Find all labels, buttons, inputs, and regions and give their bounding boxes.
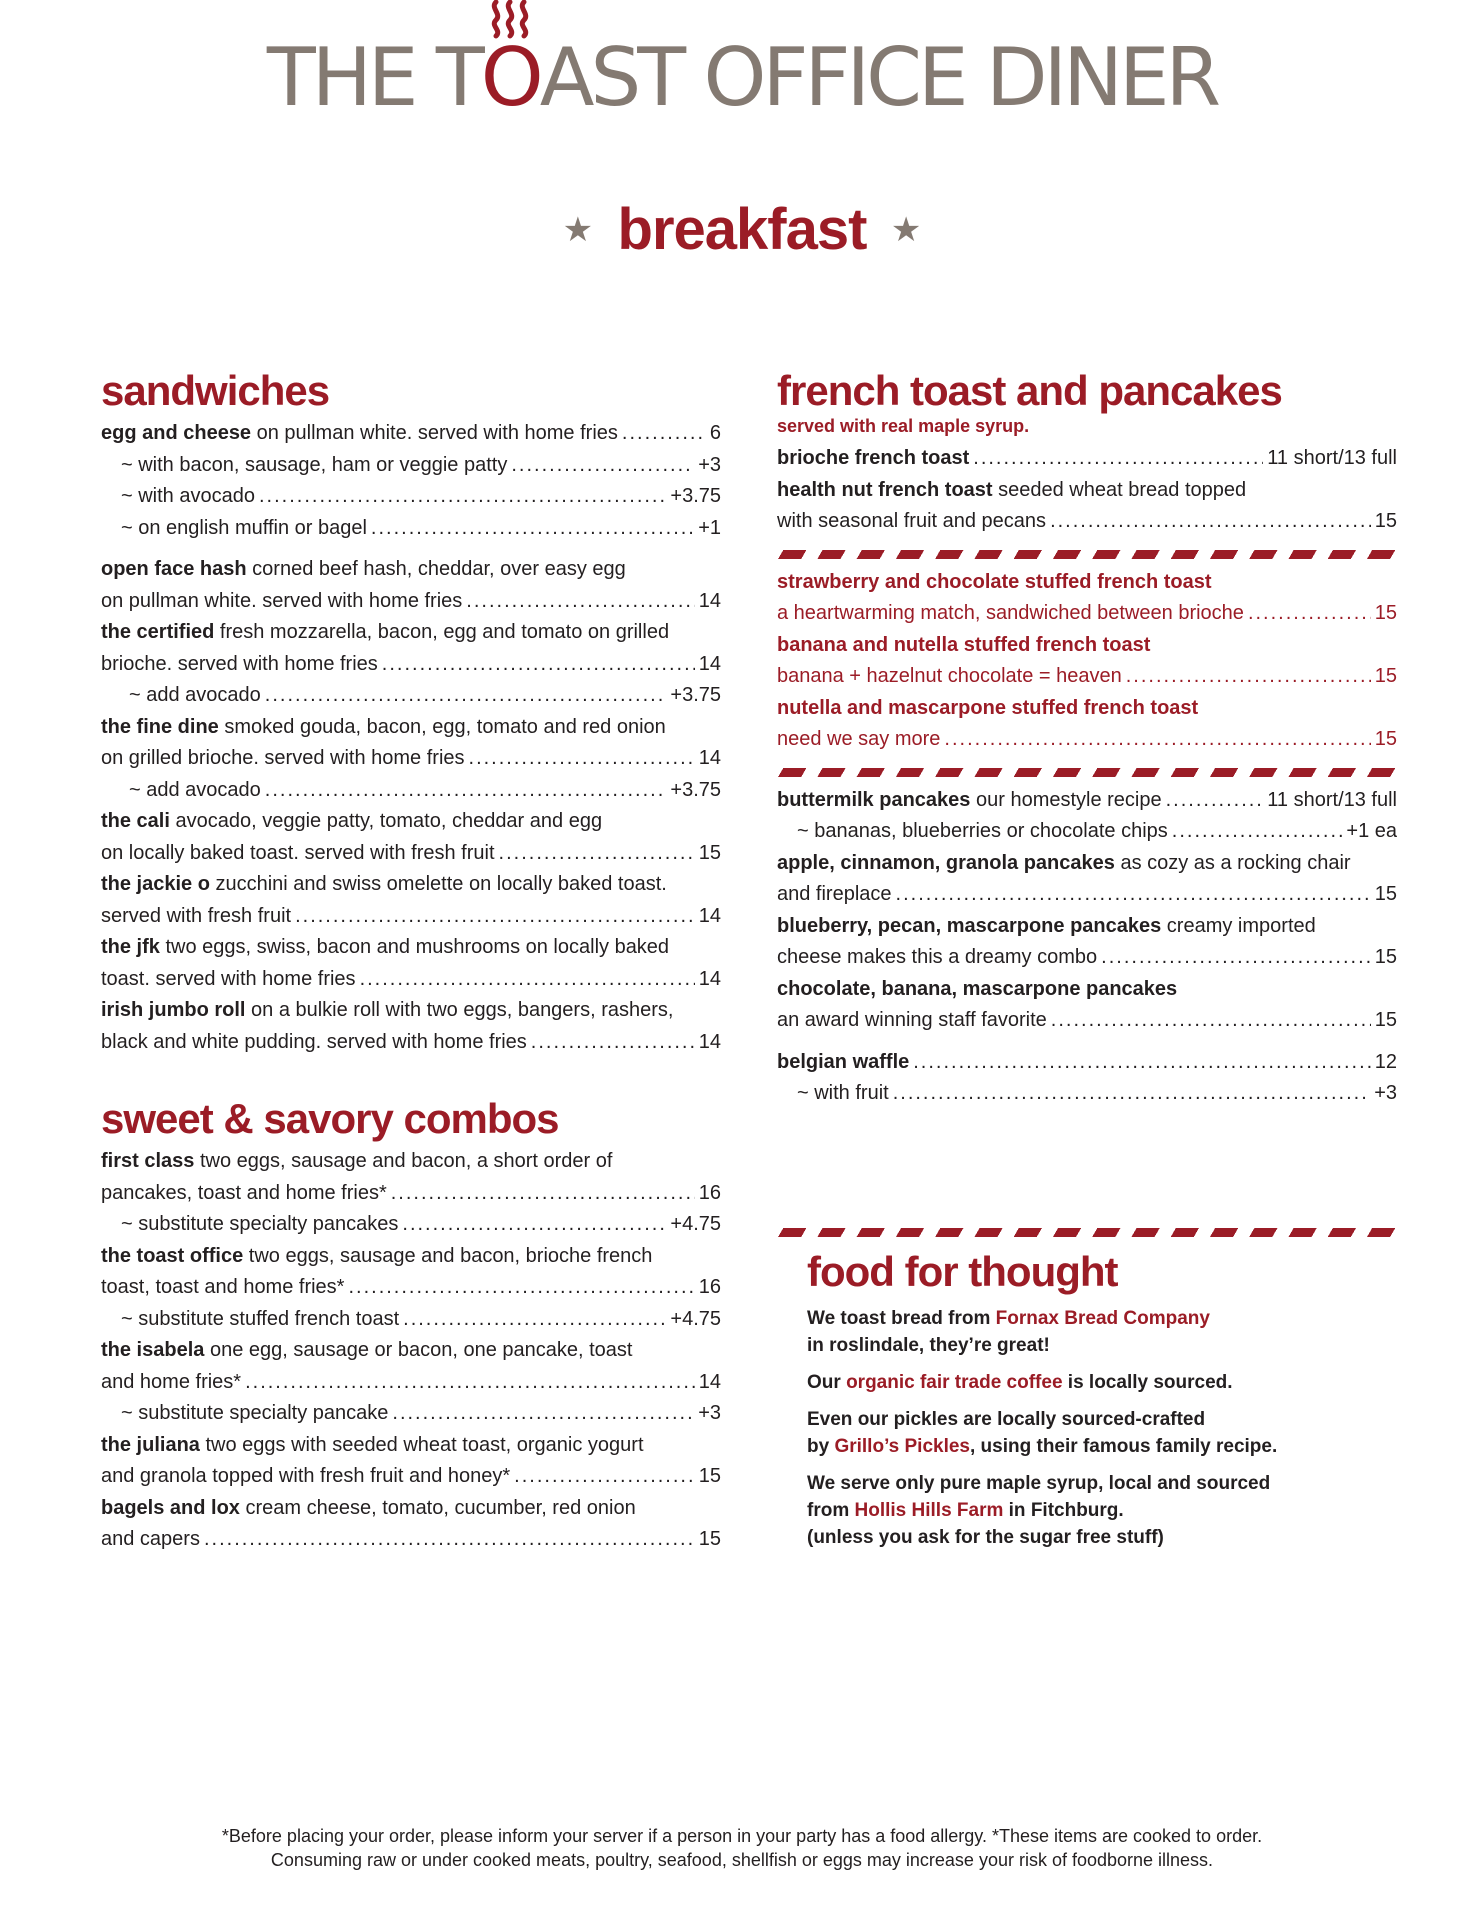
item-description: cream cheese, tomato, cucumber, red onion (239, 1496, 636, 1519)
item-description: seeded wheat bread topped (992, 478, 1247, 501)
menu-line (101, 1367, 721, 1399)
sandwiches-list (101, 418, 721, 1058)
menu-line (101, 649, 721, 681)
item-description: and fireplace (777, 883, 892, 906)
item-description: two eggs with seeded wheat toast, organic yogurt (199, 1433, 644, 1456)
thought-pickles: Even our pickles are locally sourced-crafted by Grillo’s Pickles, using their famous family recipe. (807, 1409, 1278, 1458)
item-description: avocado, veggie patty, tomato, cheddar and egg (169, 810, 603, 833)
dot-leader (499, 838, 695, 870)
item-name: the fine dine (101, 715, 219, 738)
dot-leader (245, 1367, 695, 1399)
menu-line (101, 617, 721, 649)
item-description: toast, toast and home fries* (101, 1276, 345, 1299)
menu-line (101, 418, 721, 450)
item-description: on a bulkie roll with two eggs, bangers, rashers, (245, 999, 674, 1022)
dot-leader (1050, 506, 1371, 538)
dot-leader (371, 513, 694, 545)
item-name: strawberry and chocolate stuffed french toast (777, 570, 1212, 593)
menu-line (101, 712, 721, 744)
menu-line (101, 1209, 721, 1241)
item-description: two eggs, sausage and bacon, a short order of (194, 1150, 613, 1173)
item-name: brioche french toast (777, 447, 970, 470)
item-price: 16 (698, 1181, 721, 1204)
spacer (101, 544, 721, 554)
menu-line (777, 567, 1397, 599)
item-price: +3 (698, 1402, 721, 1425)
item-description: one egg, sausage or bacon, one pancake, toast (204, 1339, 633, 1362)
star-icon: ★ (890, 210, 922, 249)
item-price: 16 (698, 1276, 721, 1299)
item-description: a heartwarming match, sandwiched between brioche (777, 602, 1244, 625)
item-description: zucchini and swiss omelette on locally baked toast. (209, 873, 667, 896)
right-column (777, 368, 1397, 1110)
item-name: banana and nutella stuffed french toast (777, 633, 1151, 656)
item-price: 14 (698, 652, 721, 675)
item-description: cheese makes this a dreamy combo (777, 946, 1098, 969)
menu-line (777, 816, 1397, 848)
item-description: corned beef hash, cheddar, over easy egg (246, 558, 626, 581)
item-name: the certified (101, 621, 215, 644)
left-column (101, 368, 721, 1556)
item-description: brioche. served with home fries (101, 652, 378, 675)
item-price: +3.75 (670, 778, 721, 801)
item-price: 15 (698, 841, 721, 864)
menu-line (777, 848, 1397, 880)
menu-line (101, 1524, 721, 1556)
item-name: the isabela (101, 1339, 205, 1362)
dot-leader (382, 649, 695, 681)
item-price: +3 (1374, 1082, 1397, 1105)
menu-line (101, 1335, 721, 1367)
thought-coffee: Our organic fair trade coffee is locally sourced. (807, 1372, 1233, 1394)
menu-line (101, 775, 721, 807)
dot-leader (295, 901, 695, 933)
item-description: on locally baked toast. served with fresh fruit (101, 841, 495, 864)
dot-leader (403, 1304, 666, 1336)
item-description: pancakes, toast and home fries* (101, 1181, 387, 1204)
item-name: irish jumbo roll (101, 999, 246, 1022)
item-description: ~ substitute specialty pancake (121, 1402, 389, 1425)
item-price: 15 (1374, 665, 1397, 688)
item-description: banana + hazelnut chocolate = heaven (777, 665, 1122, 688)
menu-line (101, 513, 721, 545)
section-title-combos: sweet & savory combos (101, 1095, 559, 1143)
item-name: blueberry, pecan, mascarpone pancakes (777, 914, 1162, 937)
item-description: ~ bananas, blueberries or chocolate chips (797, 820, 1168, 843)
item-description: need we say more (777, 728, 941, 751)
item-description: ~ substitute stuffed french toast (121, 1307, 400, 1330)
item-price: 15 (698, 1528, 721, 1551)
menu-line (101, 1461, 721, 1493)
item-name: the cali (101, 810, 170, 833)
item-description: creamy imported (1161, 914, 1316, 937)
item-name: the jackie o (101, 873, 210, 896)
menu-line (777, 475, 1397, 507)
item-description: ~ with bacon, sausage, ham or veggie patty (121, 453, 508, 476)
menu-line (101, 1178, 721, 1210)
menu-line (101, 806, 721, 838)
menu-line (101, 838, 721, 870)
dot-leader (913, 1047, 1371, 1079)
logo-text-part2: AST OFFICE DINER (539, 31, 1218, 124)
menu-line (101, 481, 721, 513)
item-price: 15 (1374, 1009, 1397, 1032)
dot-leader (360, 964, 695, 996)
menu-line (101, 680, 721, 712)
menu-line (101, 1493, 721, 1525)
dot-leader (511, 450, 694, 482)
dot-leader (469, 743, 695, 775)
item-name: open face hash (101, 558, 247, 581)
dashed-divider (777, 550, 1397, 559)
item-description: black and white pudding. served with home fries (101, 1030, 527, 1053)
dot-leader (1126, 661, 1371, 693)
item-description: on pullman white. served with home fries (251, 422, 618, 445)
pancakes-list (777, 785, 1397, 1110)
dot-leader (204, 1524, 695, 1556)
dot-leader (893, 1078, 1370, 1110)
item-price: +1 ea (1346, 820, 1397, 843)
item-price: 14 (698, 967, 721, 990)
item-price: 11 short/13 full (1267, 447, 1397, 470)
item-name: apple, cinnamon, granola pancakes (777, 851, 1115, 874)
item-name: egg and cheese (101, 422, 252, 445)
thought-bread: We toast bread from Fornax Bread Company in roslindale, they’re great! (807, 1308, 1210, 1357)
item-name: the jfk (101, 936, 160, 959)
menu-line (777, 506, 1397, 538)
menu-line (777, 974, 1397, 1006)
section-title-thought: food for thought (807, 1248, 1118, 1295)
item-description: ~ with fruit (797, 1082, 889, 1105)
french-toast-list (777, 443, 1397, 538)
dot-leader (1051, 1005, 1371, 1037)
dot-leader (392, 1398, 694, 1430)
item-price: 14 (698, 1370, 721, 1393)
thought-syrup: We serve only pure maple syrup, local and sourced from Hollis Hills Farm in Fitchburg. (unless you ask for the sugar free stuff) (807, 1473, 1271, 1549)
menu-line (777, 1047, 1397, 1079)
item-price: +3 (698, 453, 721, 476)
menu-line (101, 1272, 721, 1304)
steam-icon (487, 0, 533, 40)
item-description: and home fries* (101, 1370, 242, 1393)
menu-line (101, 743, 721, 775)
item-name: health nut french toast (777, 478, 993, 501)
dot-leader (973, 443, 1263, 475)
item-price: 15 (1374, 946, 1397, 969)
dashed-divider (777, 1228, 1397, 1237)
stuffed-french-toast-list (777, 567, 1397, 756)
menu-line (101, 450, 721, 482)
item-description: ~ substitute specialty pancakes (121, 1213, 399, 1236)
item-description: and granola topped with fresh fruit and honey* (101, 1465, 511, 1488)
logo-text-part1: THE T (266, 31, 481, 124)
menu-line (777, 693, 1397, 725)
item-name: the juliana (101, 1433, 200, 1456)
meal-title: breakfast (617, 197, 867, 262)
dot-leader (402, 1209, 666, 1241)
meal-heading (0, 196, 1484, 263)
item-price: +4.75 (670, 1307, 721, 1330)
item-name: first class (101, 1150, 195, 1173)
item-price: 15 (1374, 510, 1397, 533)
menu-line (101, 1430, 721, 1462)
menu-line (777, 785, 1397, 817)
item-name: nutella and mascarpone stuffed french toast (777, 696, 1199, 719)
menu-line (777, 879, 1397, 911)
item-price: +3.75 (670, 485, 721, 508)
item-price: +4.75 (670, 1213, 721, 1236)
dot-leader (944, 724, 1370, 756)
dot-leader (391, 1178, 695, 1210)
item-price: +1 (698, 516, 721, 539)
food-for-thought (777, 1228, 1397, 1561)
item-description: ~ add avocado (129, 684, 261, 707)
item-description: an award winning staff favorite (777, 1009, 1047, 1032)
menu-line (777, 724, 1397, 756)
dot-leader (265, 680, 667, 712)
dot-leader (259, 481, 666, 513)
item-description: toast. served with home fries (101, 967, 356, 990)
menu-line (101, 1241, 721, 1273)
menu-line (101, 995, 721, 1027)
menu-line (777, 1005, 1397, 1037)
item-price: 11 short/13 full (1267, 788, 1397, 811)
item-name: bagels and lox (101, 1496, 240, 1519)
menu-line (101, 586, 721, 618)
menu-line (101, 901, 721, 933)
menu-line (777, 443, 1397, 475)
section-subtitle-french: served with real maple syrup. (777, 416, 1030, 437)
menu-line (777, 598, 1397, 630)
item-description: as cozy as a rocking chair (1114, 851, 1351, 874)
item-price: 15 (698, 1465, 721, 1488)
menu-line (777, 630, 1397, 662)
item-price: 6 (709, 422, 721, 445)
item-description: ~ on english muffin or bagel (121, 516, 367, 539)
section-title-french: french toast and pancakes (777, 367, 1282, 414)
fornax-link-text: Fornax Bread Company (995, 1308, 1210, 1330)
item-price: 14 (698, 904, 721, 927)
item-description: served with fresh fruit (101, 904, 292, 927)
item-price: 15 (1374, 728, 1397, 751)
dot-leader (896, 879, 1371, 911)
dot-leader (1166, 785, 1264, 817)
dot-leader (514, 1461, 695, 1493)
item-description: our homestyle recipe (970, 788, 1162, 811)
item-description: with seasonal fruit and pecans (777, 510, 1047, 533)
diner-logo (266, 31, 1218, 124)
item-name: buttermilk pancakes (777, 788, 971, 811)
combos-list (101, 1146, 721, 1556)
dot-leader (622, 418, 706, 450)
menu-line (101, 869, 721, 901)
menu-line (101, 1146, 721, 1178)
menu-line (101, 964, 721, 996)
dashed-divider (777, 768, 1397, 777)
item-price: 14 (698, 747, 721, 770)
item-name: the toast office (101, 1244, 244, 1267)
item-description: and capers (101, 1528, 200, 1551)
dot-leader (531, 1027, 695, 1059)
menu-line (101, 1027, 721, 1059)
item-price: 14 (698, 589, 721, 612)
item-description: ~ with avocado (121, 485, 255, 508)
brand-header (0, 31, 1484, 124)
menu-line (101, 932, 721, 964)
dot-leader (265, 775, 667, 807)
menu-line (101, 1304, 721, 1336)
dot-leader (1248, 598, 1371, 630)
section-title-sandwiches: sandwiches (101, 367, 330, 414)
menu-line (777, 661, 1397, 693)
item-description: fresh mozzarella, bacon, egg and tomato on grilled (214, 621, 670, 644)
item-description: smoked gouda, bacon, egg, tomato and red onion (218, 715, 666, 738)
menu-line (101, 1398, 721, 1430)
item-price: 14 (698, 1030, 721, 1053)
item-price: 15 (1374, 883, 1397, 906)
dot-leader (348, 1272, 694, 1304)
item-description: ~ add avocado (129, 778, 261, 801)
menu-line (777, 911, 1397, 943)
spacer (777, 1037, 1397, 1047)
item-description: on grilled brioche. served with home fries (101, 747, 465, 770)
logo-o: O (481, 38, 540, 118)
item-description: two eggs, sausage and bacon, brioche french (243, 1244, 653, 1267)
dot-leader (1172, 816, 1343, 848)
dot-leader (466, 586, 694, 618)
menu-line (101, 554, 721, 586)
item-name: chocolate, banana, mascarpone pancakes (777, 977, 1178, 1000)
item-price: +3.75 (670, 684, 721, 707)
item-description: two eggs, swiss, bacon and mushrooms on locally baked (159, 936, 670, 959)
item-price: 15 (1374, 602, 1397, 625)
item-price: 12 (1374, 1050, 1397, 1073)
allergy-disclaimer: *Before placing your order, please inform your server if a person in your party has a food allergy. *These items are cooked to order. Consuming raw or under cooked meats, poultry, seafood, shellfish or eggs may increase your risk of foodborne illness. (221, 1826, 1263, 1870)
item-description: on pullman white. served with home fries (101, 589, 463, 612)
dot-leader (1101, 942, 1371, 974)
item-name: belgian waffle (777, 1050, 910, 1073)
menu-line (777, 942, 1397, 974)
star-icon: ★ (562, 210, 594, 249)
menu-line (777, 1078, 1397, 1110)
